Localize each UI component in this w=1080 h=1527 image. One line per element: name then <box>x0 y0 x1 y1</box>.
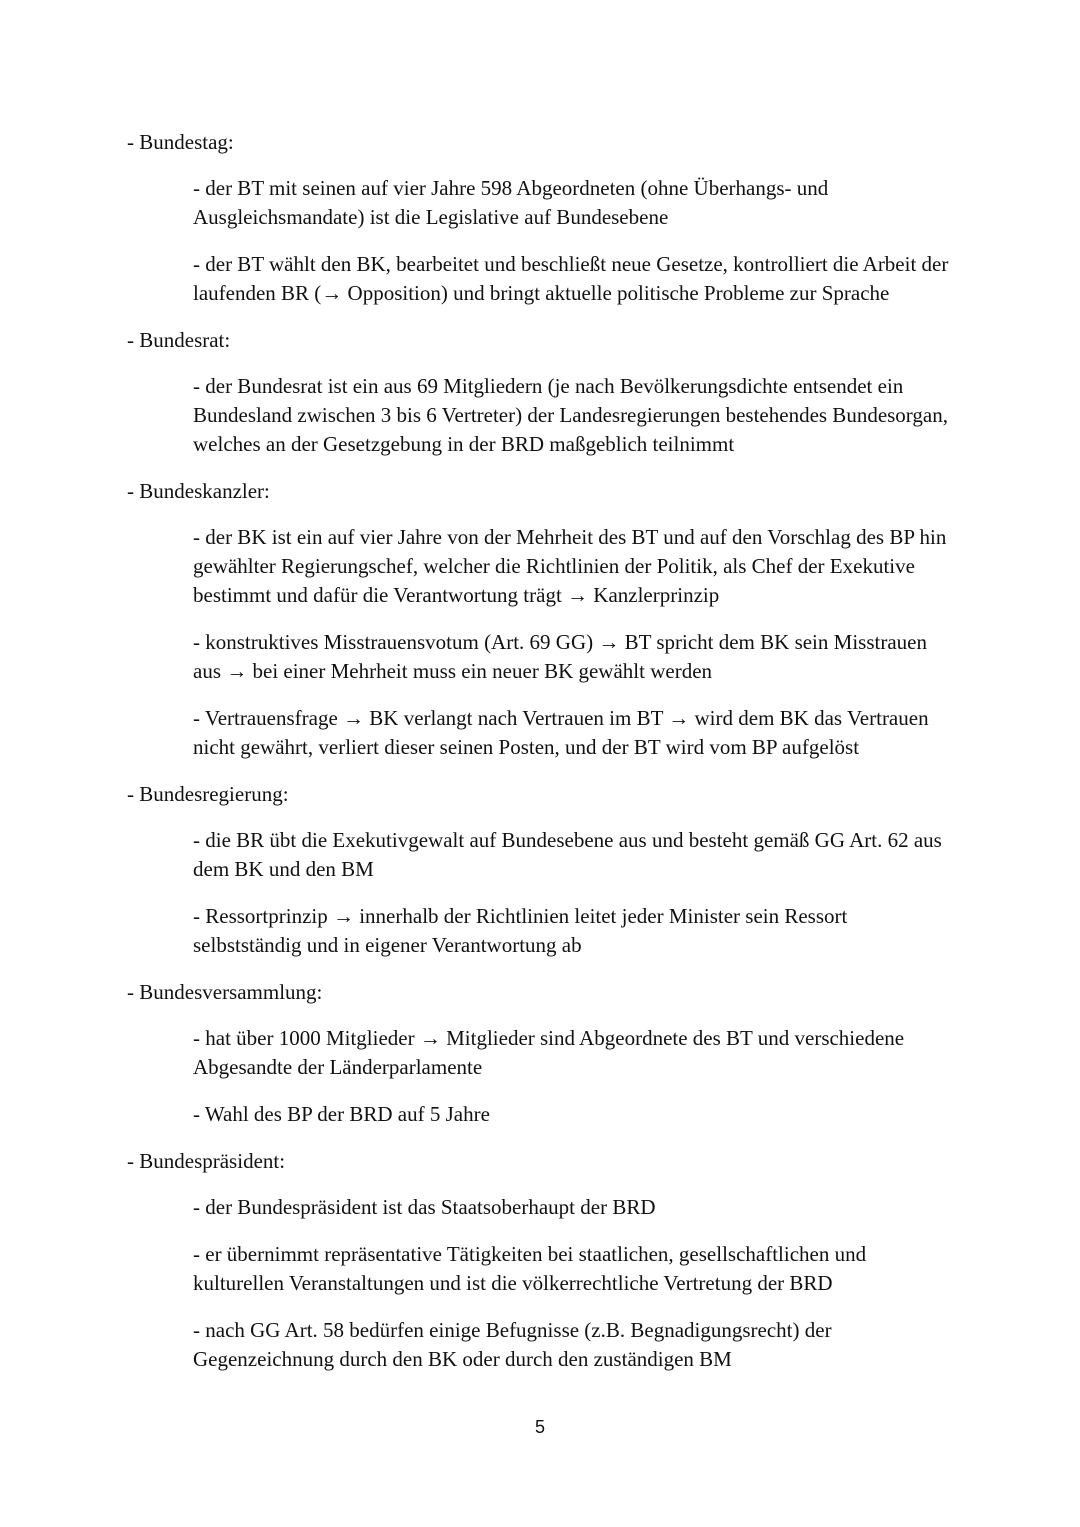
paragraph: - hat über 1000 Mitglieder → Mitglieder sind Abgeordnete des BT und verschiedene Abgesandte der Länderparlamente <box>193 1026 905 1079</box>
section-heading: - Bundestag: <box>127 130 234 154</box>
section-heading: - Bundespräsident: <box>127 1149 286 1173</box>
section-heading: - Bundesrat: <box>127 328 231 352</box>
section-heading: - Bundesregierung: <box>127 782 289 806</box>
paragraph: - der Bundesrat ist ein aus 69 Mitgliedern (je nach Bevölkerungsdichte entsendet ein Bundesland zwischen 3 bis 6 Vertreter) der Landesregierungen bestehendes Bundesorgan, welches an der Gesetzgebung in der BRD maßgeblich teilnimmt <box>193 374 948 456</box>
paragraph: - der BT wählt den BK, bearbeitet und beschließt neue Gesetze, kontrolliert die Arbeit der laufenden BR (→ Opposition) und bringt aktuelle politische Probleme zur Sprache <box>193 252 949 305</box>
section-bundespraesident <box>127 1147 957 1374</box>
paragraph: - der BK ist ein auf vier Jahre von der Mehrheit des BT und auf den Vorschlag des BP hin gewählter Regierungschef, welcher die Richtlinien der Politik, als Chef der Exekutive bestimmt und dafür die Verantwortung trägt → Kanzlerprinzip <box>193 525 947 607</box>
section-heading: - Bundesversammlung: <box>127 980 323 1004</box>
page-number: 5 <box>534 1417 545 1437</box>
paragraph: - nach GG Art. 58 bedürfen einige Befugnisse (z.B. Begnadigungsrecht) der Gegenzeichnung durch den BK oder durch den zuständigen BM <box>193 1318 832 1371</box>
paragraph: - konstruktives Misstrauensvotum (Art. 69 GG) → BT spricht dem BK sein Misstrauen aus → bei einer Mehrheit muss ein neuer BK gewählt werden <box>193 630 927 683</box>
paragraph: - die BR übt die Exekutivgewalt auf Bundesebene aus und besteht gemäß GG Art. 62 aus dem BK und den BM <box>193 828 942 881</box>
section-bundesversammlung <box>127 978 957 1129</box>
paragraph: - er übernimmt repräsentative Tätigkeiten bei staatlichen, gesellschaftlichen und kulturellen Veranstaltungen und ist die völkerrechtliche Vertretung der BRD <box>193 1242 867 1295</box>
section-bundeskanzler <box>127 477 957 762</box>
paragraph: - Wahl des BP der BRD auf 5 Jahre <box>193 1102 490 1126</box>
paragraph: - Ressortprinzip → innerhalb der Richtlinien leitet jeder Minister sein Ressort selbstständig und in eigener Verantwortung ab <box>193 904 848 957</box>
paragraph: - Vertrauensfrage → BK verlangt nach Vertrauen im BT → wird dem BK das Vertrauen nicht gewährt, verliert dieser seinen Posten, und der BT wird vom BP aufgelöst <box>193 706 929 759</box>
section-bundestag <box>127 128 957 308</box>
section-bundesrat <box>127 326 957 459</box>
paragraph: - der BT mit seinen auf vier Jahre 598 Abgeordneten (ohne Überhangs- und Ausgleichsmandate) ist die Legislative auf Bundesebene <box>193 176 829 229</box>
section-heading: - Bundeskanzler: <box>127 479 270 503</box>
document-body <box>127 128 957 1392</box>
section-bundesregierung <box>127 780 957 960</box>
paragraph: - der Bundespräsident ist das Staatsoberhaupt der BRD <box>193 1195 656 1219</box>
